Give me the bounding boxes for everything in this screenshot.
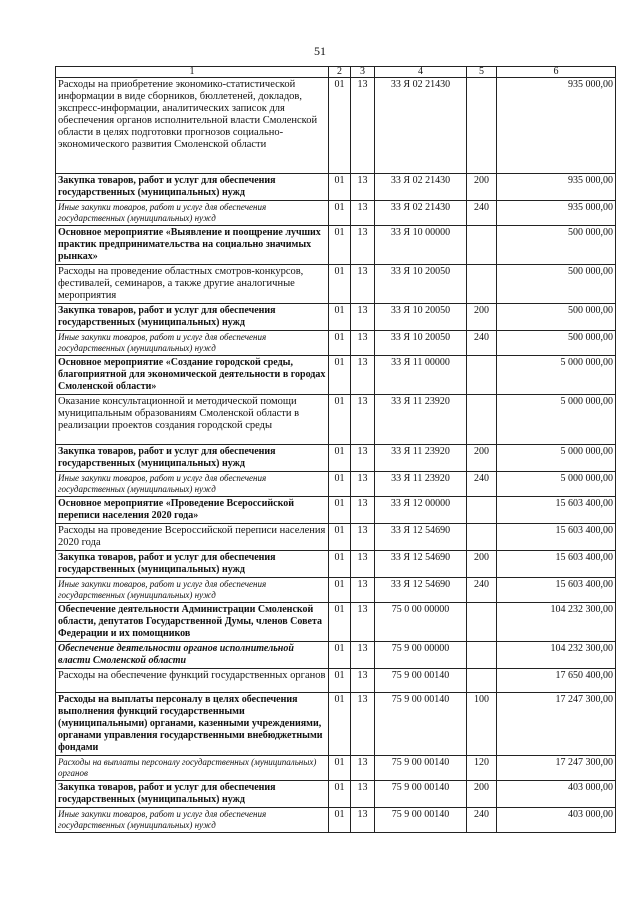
row-description: Расходы на приобретение экономико-статистической информации в виде сборников, бюллетеней, докладов, экспресс-информации, аналитических записок для обеспечения органов исполнительной власти Смоленской области в целях подготовки прогнозов социально-экономического развития Смоленской области <box>56 78 329 174</box>
row-section-code: 01 <box>329 524 351 551</box>
row-description: Основное мероприятие «Выявление и поощрение лучших практик предпринимательства на социально значимых рынках» <box>56 226 329 265</box>
row-subsection-code: 13 <box>351 78 375 174</box>
row-expense-type: 240 <box>467 808 497 833</box>
row-expense-type: 100 <box>467 693 497 756</box>
row-description: Оказание консультационной и методической помощи муниципальным образованиям Смоленской области в реализации проектов создания городской среды <box>56 395 329 445</box>
column-header: 3 <box>351 67 375 78</box>
row-description: Закупка товаров, работ и услуг для обеспечения государственных (муниципальных) нужд <box>56 304 329 331</box>
row-target-article: 33 Я 11 23920 <box>375 445 467 472</box>
table-row <box>56 78 616 174</box>
row-section-code: 01 <box>329 78 351 174</box>
row-description: Закупка товаров, работ и услуг для обеспечения государственных (муниципальных) нужд <box>56 781 329 808</box>
row-target-article: 75 9 00 00140 <box>375 669 467 693</box>
row-subsection-code: 13 <box>351 551 375 578</box>
row-section-code: 01 <box>329 331 351 356</box>
row-description: Иные закупки товаров, работ и услуг для обеспечения государственных (муниципальных) нужд <box>56 578 329 603</box>
table-row <box>56 395 616 445</box>
row-subsection-code: 13 <box>351 265 375 304</box>
page-number: 51 <box>314 44 326 58</box>
row-section-code: 01 <box>329 693 351 756</box>
row-target-article: 33 Я 12 54690 <box>375 524 467 551</box>
row-amount: 5 000 000,00 <box>497 395 616 445</box>
row-section-code: 01 <box>329 201 351 226</box>
row-section-code: 01 <box>329 265 351 304</box>
row-subsection-code: 13 <box>351 603 375 642</box>
table-row <box>56 524 616 551</box>
row-description: Иные закупки товаров, работ и услуг для обеспечения государственных (муниципальных) нужд <box>56 472 329 497</box>
row-amount: 5 000 000,00 <box>497 472 616 497</box>
row-subsection-code: 13 <box>351 756 375 781</box>
row-description: Обеспечение деятельности Администрации Смоленской области, депутатов Государственной Думы, членов Совета Федерации и их помощников <box>56 603 329 642</box>
row-amount: 15 603 400,00 <box>497 551 616 578</box>
row-target-article: 33 Я 12 54690 <box>375 551 467 578</box>
row-section-code: 01 <box>329 551 351 578</box>
table-row <box>56 642 616 669</box>
row-expense-type: 200 <box>467 304 497 331</box>
table-row <box>56 201 616 226</box>
budget-table <box>55 66 616 833</box>
row-amount: 500 000,00 <box>497 226 616 265</box>
row-target-article: 75 9 00 00140 <box>375 756 467 781</box>
row-section-code: 01 <box>329 445 351 472</box>
row-target-article: 33 Я 02 21430 <box>375 174 467 201</box>
row-description: Расходы на выплаты персоналу в целях обеспечения выполнения функций государственными (муниципальными) органами, казенными учреждениями, органами управления государственными внебюджетными фондами <box>56 693 329 756</box>
row-expense-type <box>467 356 497 395</box>
row-expense-type <box>467 78 497 174</box>
table-header-row <box>56 67 616 78</box>
row-target-article: 33 Я 02 21430 <box>375 201 467 226</box>
row-amount: 403 000,00 <box>497 808 616 833</box>
table-row <box>56 174 616 201</box>
row-amount: 500 000,00 <box>497 265 616 304</box>
row-section-code: 01 <box>329 781 351 808</box>
row-expense-type: 200 <box>467 445 497 472</box>
row-target-article: 33 Я 12 00000 <box>375 497 467 524</box>
table-row <box>56 808 616 833</box>
table-row <box>56 781 616 808</box>
row-target-article: 75 9 00 00140 <box>375 693 467 756</box>
table-row <box>56 331 616 356</box>
row-amount: 935 000,00 <box>497 201 616 226</box>
row-amount: 15 603 400,00 <box>497 497 616 524</box>
row-subsection-code: 13 <box>351 395 375 445</box>
row-expense-type: 200 <box>467 174 497 201</box>
row-description: Закупка товаров, работ и услуг для обеспечения государственных (муниципальных) нужд <box>56 445 329 472</box>
row-subsection-code: 13 <box>351 808 375 833</box>
row-expense-type: 120 <box>467 756 497 781</box>
row-description: Закупка товаров, работ и услуг для обеспечения государственных (муниципальных) нужд <box>56 551 329 578</box>
row-subsection-code: 13 <box>351 304 375 331</box>
table-row <box>56 756 616 781</box>
row-target-article: 33 Я 12 54690 <box>375 578 467 603</box>
column-header: 6 <box>497 67 616 78</box>
row-subsection-code: 13 <box>351 201 375 226</box>
row-expense-type: 200 <box>467 781 497 808</box>
row-target-article: 75 9 00 00000 <box>375 642 467 669</box>
row-description: Иные закупки товаров, работ и услуг для обеспечения государственных (муниципальных) нужд <box>56 201 329 226</box>
row-target-article: 33 Я 11 23920 <box>375 395 467 445</box>
row-subsection-code: 13 <box>351 781 375 808</box>
row-section-code: 01 <box>329 642 351 669</box>
row-amount: 17 650 400,00 <box>497 669 616 693</box>
row-expense-type: 200 <box>467 551 497 578</box>
row-section-code: 01 <box>329 356 351 395</box>
table-row <box>56 551 616 578</box>
row-section-code: 01 <box>329 226 351 265</box>
table-row <box>56 265 616 304</box>
row-description: Иные закупки товаров, работ и услуг для обеспечения государственных (муниципальных) нужд <box>56 808 329 833</box>
row-amount: 15 603 400,00 <box>497 578 616 603</box>
row-target-article: 33 Я 02 21430 <box>375 78 467 174</box>
row-subsection-code: 13 <box>351 226 375 265</box>
row-amount: 104 232 300,00 <box>497 603 616 642</box>
row-subsection-code: 13 <box>351 642 375 669</box>
row-amount: 17 247 300,00 <box>497 756 616 781</box>
row-description: Основное мероприятие «Создание городской среды, благоприятной для экономической деятельности в городах Смоленской области» <box>56 356 329 395</box>
row-expense-type: 240 <box>467 578 497 603</box>
row-description: Закупка товаров, работ и услуг для обеспечения государственных (муниципальных) нужд <box>56 174 329 201</box>
row-section-code: 01 <box>329 174 351 201</box>
row-description: Расходы на проведение областных смотров-конкурсов, фестивалей, семинаров, а также другие аналогичные мероприятия <box>56 265 329 304</box>
row-expense-type <box>467 524 497 551</box>
row-expense-type <box>467 669 497 693</box>
table-row <box>56 356 616 395</box>
row-section-code: 01 <box>329 472 351 497</box>
row-section-code: 01 <box>329 808 351 833</box>
row-expense-type: 240 <box>467 201 497 226</box>
row-expense-type <box>467 603 497 642</box>
row-amount: 500 000,00 <box>497 331 616 356</box>
row-description: Расходы на выплаты персоналу государственных (муниципальных) органов <box>56 756 329 781</box>
row-subsection-code: 13 <box>351 693 375 756</box>
row-description: Обеспечение деятельности органов исполнительной власти Смоленской области <box>56 642 329 669</box>
row-expense-type <box>467 497 497 524</box>
row-section-code: 01 <box>329 669 351 693</box>
row-subsection-code: 13 <box>351 524 375 551</box>
row-subsection-code: 13 <box>351 669 375 693</box>
column-header: 5 <box>467 67 497 78</box>
row-section-code: 01 <box>329 497 351 524</box>
row-amount: 15 603 400,00 <box>497 524 616 551</box>
row-subsection-code: 13 <box>351 472 375 497</box>
row-target-article: 33 Я 10 20050 <box>375 304 467 331</box>
table-row <box>56 669 616 693</box>
row-description: Иные закупки товаров, работ и услуг для обеспечения государственных (муниципальных) нужд <box>56 331 329 356</box>
row-description: Расходы на обеспечение функций государственных органов <box>56 669 329 693</box>
row-amount: 104 232 300,00 <box>497 642 616 669</box>
table-row <box>56 445 616 472</box>
row-amount: 5 000 000,00 <box>497 356 616 395</box>
row-section-code: 01 <box>329 756 351 781</box>
row-amount: 500 000,00 <box>497 304 616 331</box>
row-subsection-code: 13 <box>351 331 375 356</box>
row-expense-type <box>467 265 497 304</box>
row-subsection-code: 13 <box>351 174 375 201</box>
column-header: 2 <box>329 67 351 78</box>
table-row <box>56 578 616 603</box>
row-target-article: 75 9 00 00140 <box>375 808 467 833</box>
column-header: 4 <box>375 67 467 78</box>
row-section-code: 01 <box>329 395 351 445</box>
row-target-article: 33 Я 10 20050 <box>375 265 467 304</box>
row-subsection-code: 13 <box>351 356 375 395</box>
row-amount: 17 247 300,00 <box>497 693 616 756</box>
row-description: Основное мероприятие «Проведение Всероссийской переписи населения 2020 года» <box>56 497 329 524</box>
table-row <box>56 472 616 497</box>
row-target-article: 33 Я 11 00000 <box>375 356 467 395</box>
column-header: 1 <box>56 67 329 78</box>
table-body <box>56 78 616 833</box>
row-expense-type <box>467 642 497 669</box>
row-target-article: 33 Я 10 00000 <box>375 226 467 265</box>
row-amount: 935 000,00 <box>497 174 616 201</box>
row-subsection-code: 13 <box>351 497 375 524</box>
row-subsection-code: 13 <box>351 578 375 603</box>
row-section-code: 01 <box>329 603 351 642</box>
table-row <box>56 693 616 756</box>
row-expense-type: 240 <box>467 331 497 356</box>
table-row <box>56 304 616 331</box>
row-target-article: 75 0 00 00000 <box>375 603 467 642</box>
row-expense-type <box>467 395 497 445</box>
row-expense-type: 240 <box>467 472 497 497</box>
row-target-article: 75 9 00 00140 <box>375 781 467 808</box>
row-section-code: 01 <box>329 578 351 603</box>
row-subsection-code: 13 <box>351 445 375 472</box>
table-row <box>56 497 616 524</box>
row-amount: 935 000,00 <box>497 78 616 174</box>
row-section-code: 01 <box>329 304 351 331</box>
row-expense-type <box>467 226 497 265</box>
row-amount: 5 000 000,00 <box>497 445 616 472</box>
row-target-article: 33 Я 10 20050 <box>375 331 467 356</box>
row-description: Расходы на проведение Всероссийской переписи населения 2020 года <box>56 524 329 551</box>
row-target-article: 33 Я 11 23920 <box>375 472 467 497</box>
row-amount: 403 000,00 <box>497 781 616 808</box>
table-row <box>56 603 616 642</box>
table-row <box>56 226 616 265</box>
